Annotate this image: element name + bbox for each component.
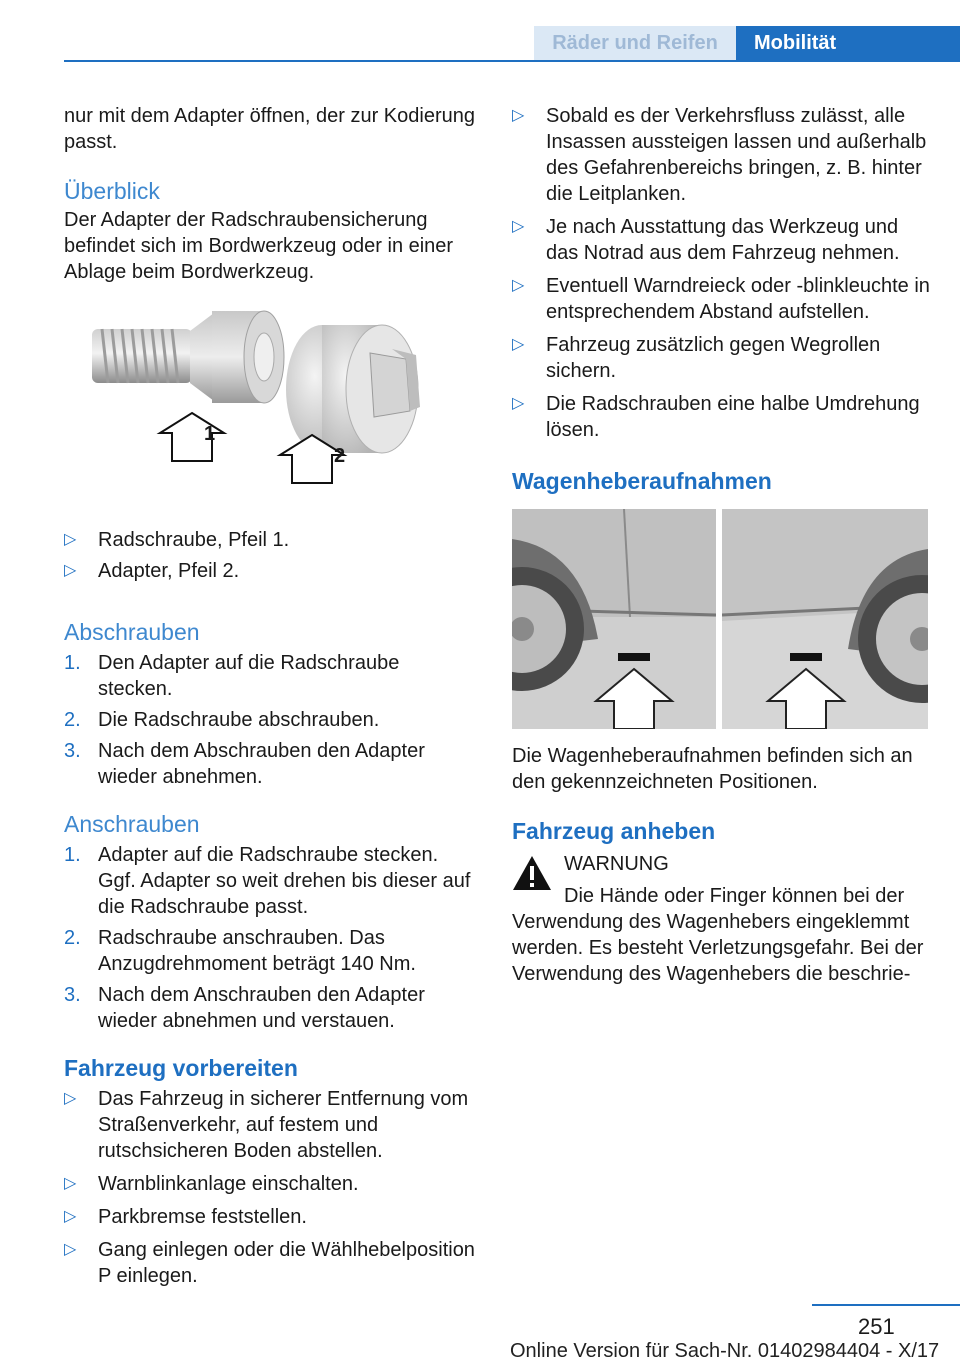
overview-heading: Überblick [64, 178, 160, 204]
header-section-tab: Räder und Reifen [534, 26, 736, 60]
triangle-bullet-icon: ▷ [512, 218, 525, 235]
figure-legend-list [64, 527, 478, 584]
triangle-bullet-icon: ▷ [512, 107, 525, 124]
list-item: ▷ Radschraube, Pfeil 1. [64, 529, 290, 551]
warning-label: WARNUNG [564, 853, 669, 875]
jack-points-heading: Wagenheberaufnahmen [512, 468, 772, 494]
triangle-bullet-icon: ▷ [64, 562, 77, 579]
header-chapter-tab: Mobilität [736, 26, 960, 62]
list-item: ▷ Fahrzeug zusätzlich gegen Wegrollen sichern. [512, 334, 881, 382]
footer-rule [812, 1304, 960, 1306]
header-rule [64, 60, 960, 62]
triangle-bullet-icon: ▷ [512, 336, 525, 353]
list-item: ▷ Adapter, Pfeil 2. [64, 560, 240, 582]
left-column [64, 103, 478, 1289]
figure-label-2: 2 [334, 445, 346, 467]
list-item: ▷ Gang einlegen oder die Wählhebelposition P einlegen. [64, 1239, 475, 1287]
jack-points-figure [512, 509, 928, 729]
prepare-list [64, 1086, 478, 1289]
warning-text: Verwendung des Wagenhebers eingeklemmt werden. Es besteht Verletzungsgefahr. Bei der Verwendung des Wagenhebers die beschrie- [512, 911, 924, 985]
unscrew-steps [64, 650, 478, 790]
list-item: ▷ Die Radschrauben eine halbe Umdrehung lösen. [512, 393, 920, 441]
page-number: 251 [858, 1314, 895, 1339]
intro-text: nur mit dem Adapter öffnen, der zur Kodierung passt. [64, 105, 475, 153]
warning-block [512, 851, 932, 987]
triangle-bullet-icon: ▷ [512, 395, 525, 412]
list-item: 2. Radschraube anschrauben. Das Anzugdrehmoment beträgt 140 Nm. [64, 927, 416, 975]
warning-text-first-line: Die Hände oder Finger können bei der [564, 885, 905, 907]
screw-steps [64, 842, 478, 1034]
unscrew-heading: Abschrauben [64, 619, 200, 645]
list-item: ▷ Parkbremse feststellen. [64, 1206, 307, 1228]
overview-text: Der Adapter der Radschraubensicherung befindet sich im Bordwerkzeug oder in einer Ablage beim Bordwerkzeug. [64, 209, 454, 283]
triangle-bullet-icon: ▷ [64, 1208, 77, 1225]
list-item: 2. Die Radschraube abschrauben. [64, 709, 380, 731]
triangle-bullet-icon: ▷ [64, 1175, 77, 1192]
footer-version-text: Online Version für Sach-Nr. 01402984404 - X/17 [510, 1340, 940, 1362]
list-item: ▷ Je nach Ausstattung das Werkzeug und das Notrad aus dem Fahrzeug nehmen. [512, 216, 900, 264]
jack-points-text: Die Wagenheberaufnahmen befinden sich an den gekennzeichneten Positionen. [512, 745, 913, 793]
list-item: 1. Den Adapter auf die Radschraube stecken. [64, 652, 400, 700]
right-column [512, 103, 932, 987]
warning-triangle-icon [512, 855, 552, 891]
triangle-bullet-icon: ▷ [64, 531, 77, 548]
lift-heading: Fahrzeug anheben [512, 818, 716, 844]
list-item: 1. Adapter auf die Radschraube stecken. Ggf. Adapter so weit drehen bis dieser auf die Radschraube passt. [64, 844, 471, 918]
triangle-bullet-icon: ▷ [64, 1241, 77, 1258]
bolt-adapter-illustration [64, 301, 478, 521]
bolt-adapter-figure [64, 301, 478, 521]
list-item: ▷ Warnblinkanlage einschalten. [64, 1173, 359, 1195]
list-item: ▷ Sobald es der Verkehrsfluss zulässt, alle Insassen aussteigen lassen und außerhalb des Gefahrenbereichs bringen, z. B. hinter die Leitplanken. [512, 105, 927, 205]
jack-points-illustration [512, 509, 928, 729]
figure-label-1: 1 [204, 423, 216, 445]
list-item: 3. Nach dem Abschrauben den Adapter wieder abnehmen. [64, 740, 425, 788]
list-item: 3. Nach dem Anschrauben den Adapter wieder abnehmen und verstauen. [64, 984, 425, 1032]
screw-heading: Anschrauben [64, 811, 200, 837]
prepare-heading: Fahrzeug vorbereiten [64, 1055, 298, 1081]
list-item: ▷ Eventuell Warndreieck oder -blinkleuchte in entsprechendem Abstand aufstellen. [512, 275, 930, 323]
list-item: ▷ Das Fahrzeug in sicherer Entfernung vom Straßenverkehr, auf festem und rutschsicheren Boden abstellen. [64, 1088, 469, 1162]
triangle-bullet-icon: ▷ [512, 277, 525, 294]
prepare-list-continued [512, 103, 932, 443]
triangle-bullet-icon: ▷ [64, 1090, 77, 1107]
